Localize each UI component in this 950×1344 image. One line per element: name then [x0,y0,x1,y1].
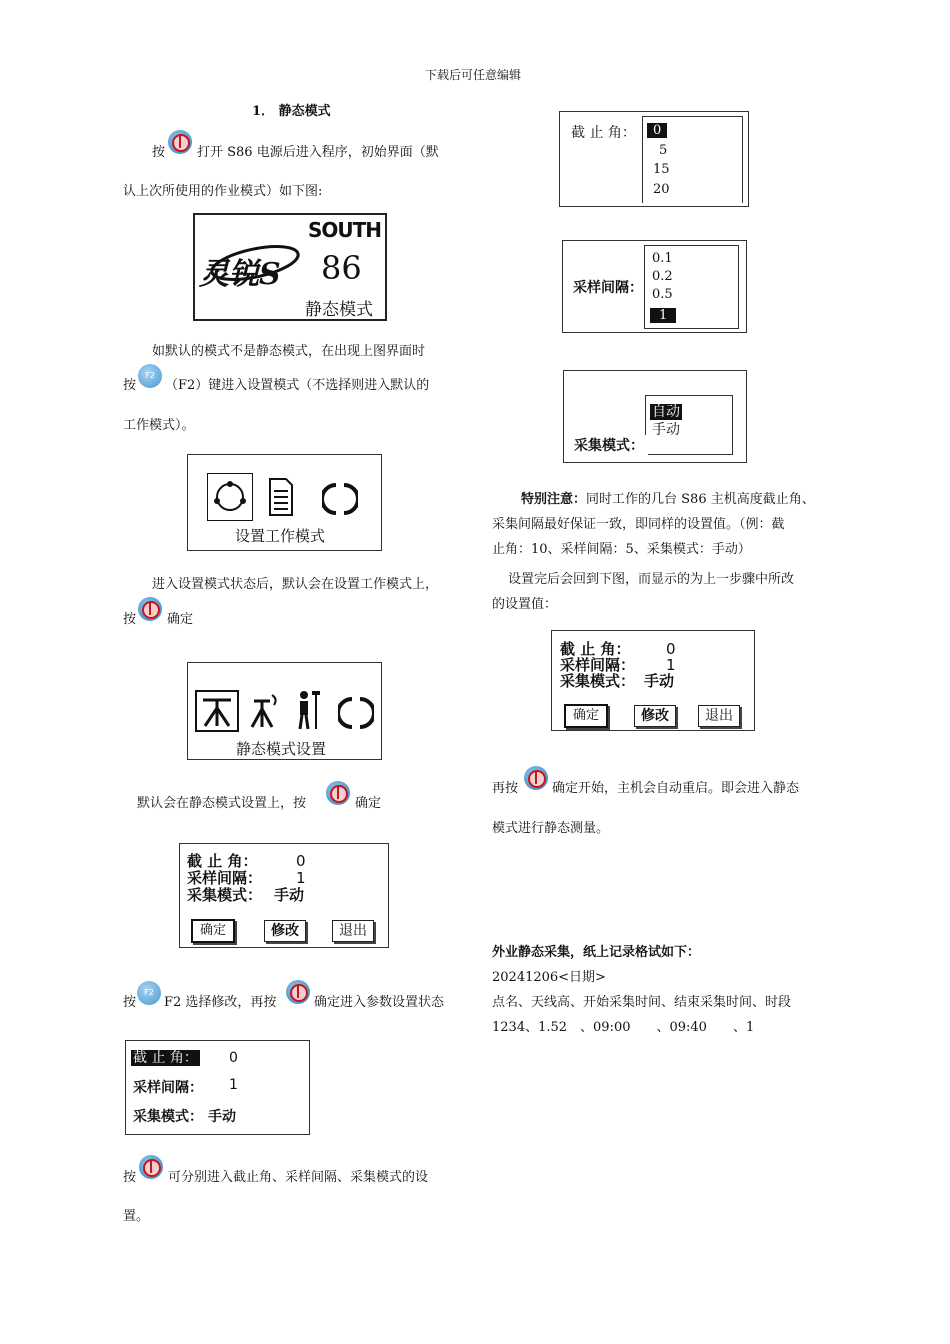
work-mode-caption: 设置工作模式 [235,527,326,545]
param-screen [179,843,389,948]
cutoff-label: 截 止 角： [571,125,636,141]
record-header: 点名、天线高、开始采集时间、结束采集时间、时段 [492,995,792,1010]
model-text: 86 [321,249,362,287]
p8-line-b: 模式进行静态测量。 [492,821,610,836]
collect-value: 手动 [208,1109,236,1125]
record-example: 1234、1.52 、09:00 、09:40 、1 [492,1020,755,1035]
power-button-icon [138,597,162,621]
collect-label: 采集模式： [187,886,263,904]
cutoff-value: 0 [666,640,676,658]
cutoff-value: 0 [229,1050,238,1066]
collect-option-list [645,395,733,455]
note-line-c: 止角：10、采样间隔：5、采集模式：手动） [492,542,751,557]
power-button-icon [326,781,350,805]
interval-label: 采样间隔： [573,280,643,296]
p2-line-a: 如默认的模式不是静态模式，在出现上图界面时 [152,344,426,359]
mode-text: 静态模式 [305,300,373,320]
p1-line-a: 打开 S86 电源后进入程序，初始界面（默 [197,145,439,160]
p5-line-b: 确定进入参数设置状态 [314,995,445,1010]
power-button-icon [524,766,548,790]
p4-line-a: 默认会在静态模式设置上，按 [137,796,307,811]
interval-label: 采样间隔： [187,869,263,887]
interval-option[interactable]: 0.5 [652,287,673,302]
collect-options-screen [563,370,747,463]
collect-value: 手动 [644,672,675,690]
p3-line-b: 确定 [167,612,194,627]
brand-text: SOUTH [307,218,381,242]
cutoff-label: 截 止 角： [133,1050,198,1066]
p3-line-a: 进入设置模式状态后，默认会在设置工作模式上， [152,577,439,592]
edit-screen [125,1040,310,1135]
interval-label: 采样间隔： [133,1080,203,1096]
p7-line-a: 设置完后会回到下图，而显示的为上一步骤中所改 [508,572,795,587]
modify-button[interactable]: 修改 [634,705,676,727]
static-setup-caption: 静态模式设置 [236,740,327,758]
p8-prefix: 再按 [492,781,519,796]
section-title: 1． 静态模式 [252,104,331,119]
watermark-text: 下载后可任意编辑 [425,68,522,82]
power-button-icon [168,130,192,154]
p4-line-b: 确定 [355,796,382,811]
collect-label: 采集模式： [560,672,636,690]
surveyor-icon [294,689,324,731]
p6-prefix: 按 [123,1170,137,1185]
tripod-icon [197,692,237,730]
collect-option[interactable]: 自动 [652,404,680,420]
note-line-a: 特别注意：同时工作的几台 S86 主机高度截止角、 [521,492,815,507]
collect-label: 采集模式： [133,1109,203,1125]
interval-options-screen [562,240,747,333]
interval-option[interactable]: 1 [650,308,676,323]
p6-line-b: 置。 [123,1209,150,1224]
antenna-tripod-icon [248,691,284,731]
p1-line-b: 认上次所使用的作业模式）如下图: [123,184,323,199]
collect-option[interactable]: 手动 [652,422,680,438]
collect-value: 手动 [274,886,305,904]
p3-prefix: 按 [123,612,137,627]
cutoff-option[interactable]: 15 [653,162,670,177]
cutoff-label: 截 止 角： [560,640,631,658]
static-setup-screen [187,662,382,760]
p2-line-b: （F2）键进入设置模式（不选择则进入默认的 [165,378,430,393]
cutoff-option[interactable]: 5 [659,143,668,158]
power-button-icon [286,980,310,1004]
refresh-icon [322,481,358,517]
f2-button-icon: F2 [137,981,161,1005]
interval-value: 1 [296,869,306,887]
splash-screen [193,213,387,321]
modify-button[interactable]: 修改 [264,920,306,942]
cutoff-label: 截 止 角： [187,852,258,870]
power-button-icon [139,1155,163,1179]
cutoff-option[interactable]: 0 [647,123,667,138]
note-line-b: 采集间隔最好保证一致，即同样的设置值。（例：截 [492,517,785,532]
p2-line-c: 工作模式）。 [123,418,195,433]
interval-option-list [644,245,739,329]
refresh-icon [338,695,374,731]
confirm-button[interactable]: 确定 [191,919,235,943]
work-mode-screen [187,454,382,551]
collect-label: 采集模式： [574,435,648,455]
p5-line-a: F2 选择修改，再按 [164,995,277,1010]
p2-prefix: 按 [123,378,137,393]
logo-swoosh-icon [205,237,305,297]
cutoff-option[interactable]: 20 [653,182,670,197]
f2-button-icon: F2 [138,364,162,388]
cutoff-options-screen [559,111,749,207]
record-title: 外业静态采集，纸上记录格试如下： [492,945,701,960]
p8-line-a: 确定开始，主机会自动重启。即会进入静态 [552,781,800,796]
confirm-button[interactable]: 确定 [564,704,608,728]
settings-icon-frame [207,473,253,521]
cutoff-option-list [642,116,743,203]
p5-prefix: 按 [123,995,137,1010]
exit-button[interactable]: 退出 [698,705,740,727]
circle-nodes-icon [208,474,252,520]
exit-button[interactable]: 退出 [332,920,374,942]
p1-prefix: 按 [152,145,166,160]
p6-line-a: 可分别进入截止角、采样间隔、采集模式的设 [168,1170,429,1185]
document-icon [266,477,296,517]
interval-value: 1 [229,1077,238,1093]
tripod-icon-frame [195,690,239,732]
record-date: 20241206<日期> [492,970,606,985]
cutoff-value: 0 [296,852,306,870]
interval-option[interactable]: 0.2 [652,269,673,284]
interval-option[interactable]: 0.1 [652,251,673,266]
interval-value: 1 [666,656,676,674]
result-screen [551,630,755,731]
logo-text: 灵锐S [199,257,281,292]
interval-label: 采样间隔： [560,656,636,674]
p7-line-b: 的设置值： [492,597,558,612]
